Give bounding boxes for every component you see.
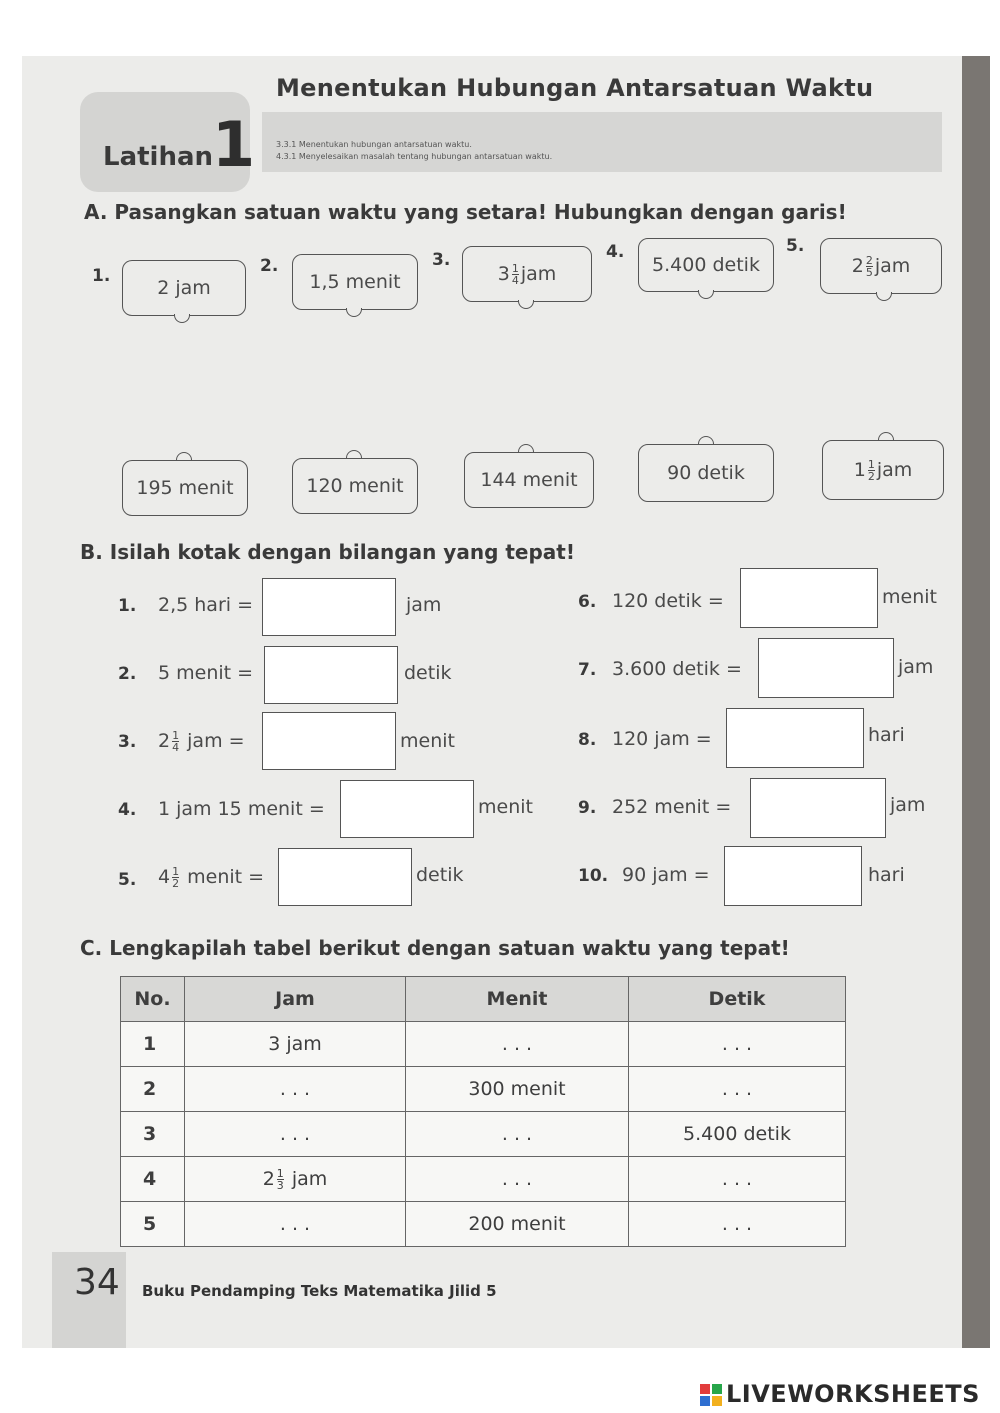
col-header-jam: Jam	[185, 977, 406, 1022]
answer-cell[interactable]: . . .	[629, 1022, 846, 1067]
b-number: 2.	[118, 664, 137, 684]
b-unit: hari	[868, 724, 905, 746]
fraction: $\frac{2}{5}$	[865, 253, 873, 279]
b-number: 1.	[118, 596, 137, 616]
b-unit: menit	[400, 730, 455, 752]
table-row: 5 . . . 200 menit . . .	[121, 1202, 846, 1247]
section-a-title: A. Pasangkan satuan waktu yang setara! Hubungkan dengan garis!	[84, 200, 847, 224]
a-number-5: 5.	[786, 236, 805, 256]
b-unit: jam	[406, 594, 442, 616]
top-card-5[interactable]: 2 $\frac{2}{5}$ jam	[820, 238, 942, 294]
answer-cell[interactable]: . . .	[185, 1067, 406, 1112]
b-unit: detik	[404, 662, 452, 684]
b-number: 7.	[578, 660, 597, 680]
answer-cell[interactable]: . . .	[629, 1067, 846, 1112]
answer-box[interactable]	[340, 780, 474, 838]
b-question: 90 jam =	[622, 864, 710, 886]
b-number: 6.	[578, 592, 597, 612]
fraction: $\frac{1}{4}$	[511, 261, 519, 287]
fraction: $\frac{1}{3}$	[276, 1166, 284, 1192]
latihan-label: Latihan	[103, 142, 214, 172]
answer-cell[interactable]: . . .	[406, 1112, 629, 1157]
b-unit: jam	[898, 656, 934, 678]
b-question: 252 menit =	[612, 796, 732, 818]
answer-cell[interactable]: . . .	[629, 1157, 846, 1202]
a-number-4: 4.	[606, 242, 625, 262]
answer-cell[interactable]: . . .	[185, 1112, 406, 1157]
b-number: 4.	[118, 800, 137, 820]
top-card-3[interactable]: 3 $\frac{1}{4}$ jam	[462, 246, 592, 302]
answer-box[interactable]	[262, 712, 396, 770]
b-unit: menit	[882, 586, 937, 608]
liveworksheets-icon	[700, 1384, 722, 1406]
a-number-3: 3.	[432, 250, 451, 270]
fraction: $\frac{1}{2}$	[867, 457, 875, 483]
b-number: 10.	[578, 866, 609, 886]
latihan-number: 1	[212, 108, 256, 181]
liveworksheets-logo: LIVEWORKSHEETS	[700, 1380, 980, 1408]
answer-box[interactable]	[758, 638, 894, 698]
answer-cell[interactable]: . . .	[629, 1202, 846, 1247]
b-unit: hari	[868, 864, 905, 886]
b-question: 3.600 detik =	[612, 658, 742, 680]
fraction: $\frac{1}{2}$	[172, 865, 180, 890]
section-b-title: B. Isilah kotak dengan bilangan yang tepat!	[80, 540, 575, 564]
conversion-table	[120, 976, 846, 1247]
bottom-card-5[interactable]: 1 $\frac{1}{2}$ jam	[822, 440, 944, 500]
answer-box[interactable]	[264, 646, 398, 704]
table-row: 2 . . . 300 menit . . .	[121, 1067, 846, 1112]
a-number-2: 2.	[260, 256, 279, 276]
book-title: Buku Pendamping Teks Matematika Jilid 5	[142, 1282, 497, 1300]
bottom-card-2[interactable]: 120 menit	[292, 458, 418, 514]
col-header-no: No.	[121, 977, 185, 1022]
b-number: 5.	[118, 870, 137, 890]
b-question-3: 2 $\frac{1}{4}$ jam =	[158, 729, 245, 754]
answer-cell[interactable]: . . .	[406, 1022, 629, 1067]
page-title: Menentukan Hubungan Antarsatuan Waktu	[276, 74, 874, 102]
objective-2: 4.3.1 Menyelesaikan masalah tentang hubungan antarsatuan waktu.	[276, 152, 553, 161]
top-card-2[interactable]: 1,5 menit	[292, 254, 418, 310]
answer-cell[interactable]: . . .	[406, 1157, 629, 1202]
table-row: 4 2 $\frac{1}{3}$ jam . . . . . .	[121, 1157, 846, 1202]
page-number: 34	[74, 1262, 120, 1303]
b-number: 9.	[578, 798, 597, 818]
b-number: 8.	[578, 730, 597, 750]
b-unit: jam	[890, 794, 926, 816]
col-header-menit: Menit	[406, 977, 629, 1022]
answer-cell[interactable]: . . .	[185, 1202, 406, 1247]
answer-box[interactable]	[262, 578, 396, 636]
section-c-title: C. Lengkapilah tabel berikut dengan satuan waktu yang tepat!	[80, 936, 790, 960]
top-card-1[interactable]: 2 jam	[122, 260, 246, 316]
b-unit: detik	[416, 864, 464, 886]
objective-1: 3.3.1 Menentukan hubungan antarsatuan waktu.	[276, 140, 472, 149]
a-number-1: 1.	[92, 266, 111, 286]
bottom-card-1[interactable]: 195 menit	[122, 460, 248, 516]
table-row: 3 . . . . . . 5.400 detik	[121, 1112, 846, 1157]
b-question-5: 4 $\frac{1}{2}$ menit =	[158, 865, 265, 890]
b-number: 3.	[118, 732, 137, 752]
b-unit: menit	[478, 796, 533, 818]
answer-box[interactable]	[726, 708, 864, 768]
b-question: 120 jam =	[612, 728, 712, 750]
b-question: 2,5 hari =	[158, 594, 253, 616]
table-row: 1 3 jam . . . . . .	[121, 1022, 846, 1067]
b-question: 5 menit =	[158, 662, 254, 684]
b-question: 1 jam 15 menit =	[158, 798, 325, 820]
answer-box[interactable]	[278, 848, 412, 906]
fraction: $\frac{1}{4}$	[172, 729, 180, 754]
col-header-detik: Detik	[629, 977, 846, 1022]
top-card-4[interactable]: 5.400 detik	[638, 238, 774, 292]
b-question: 120 detik =	[612, 590, 724, 612]
answer-box[interactable]	[724, 846, 862, 906]
bottom-card-3[interactable]: 144 menit	[464, 452, 594, 508]
answer-box[interactable]	[750, 778, 886, 838]
answer-box[interactable]	[740, 568, 878, 628]
bottom-card-4[interactable]: 90 detik	[638, 444, 774, 502]
